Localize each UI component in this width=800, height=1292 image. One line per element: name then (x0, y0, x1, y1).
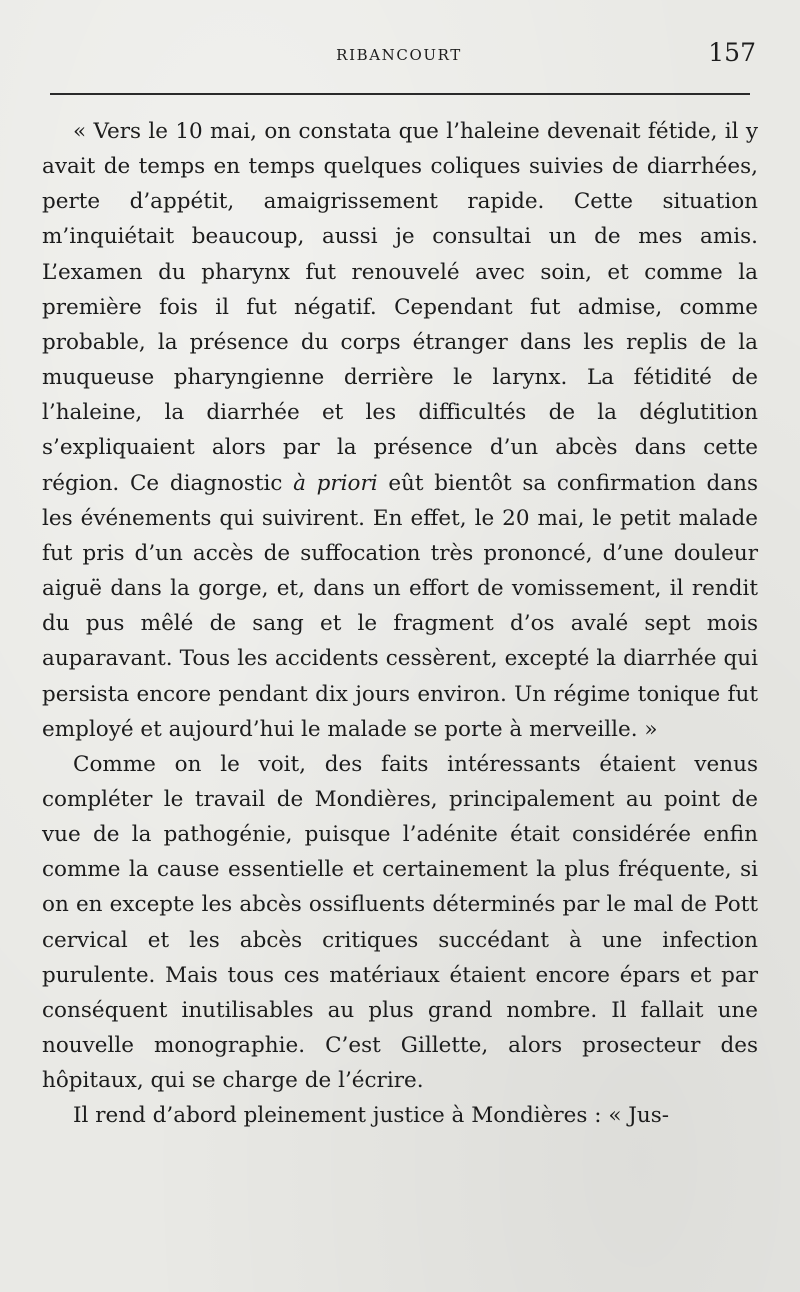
paragraph-1-text-b: eût bientôt sa confirmation dans les événements qui suivirent. En effet, le 20 mai, le petit malade fut pris d’un accès de suffocation très prononcé, d’une douleur aiguë dans la gorge, et, dans un effort de vomissement, il rendit du pus mêlé de sang et le fragment d’os avalé sept mois auparavant. Tous les accidents cessèrent, excepté la diarrhée qui persista encore pendant dix jours environ. Un régime tonique fut employé et aujourd’hui le malade se porte à merveille. » (42, 470, 759, 742)
page-number: 157 (708, 38, 756, 67)
body-text (42, 114, 758, 1134)
paragraph-1-text-a: « Vers le 10 mai, on constata que l’haleine devenait fétide, il y avait de temps en temps quelques coliques suivies de diarrhées, perte d’appétit, amaigrissement rapide. Cette situation m’inquiétait beaucoup, aussi je consultai un de mes amis. L’examen du pharynx fut renouvelé avec soin, et comme la première fois il fut négatif. Cependant fut admise, comme probable, la présence du corps étranger dans les replis de la muqueuse pharyngienne derrière le larynx. La fétidité de l’haleine, la diarrhée et les difficultés de la déglutition s’expliquaient alors par la présence d’un abcès dans cette région. Ce diagnostic (42, 119, 758, 496)
header-rule (50, 93, 750, 95)
paragraph-1 (42, 114, 758, 747)
page-header (42, 38, 756, 72)
paragraph-2: Comme on le voit, des faits intéressants étaient venus compléter le travail de Mondières, principalement au point de vue de la pathogénie, puisque l’adénite était considérée enfin comme la cause essentielle et certainement la plus fréquente, si on en excepte les abcès ossifluents déterminés par le mal de Pott cervical et les abcès critiques succédant à une infection purulente. Mais tous ces matériaux étaient encore épars et par conséquent inutilisables au plus grand nombre. Il fallait une nouvelle monographie. C’est Gillette, alors prosecteur des hôpitaux, qui se charge de l’écrire. (42, 751, 758, 1094)
running-head: RIBANCOURT (336, 46, 462, 64)
italic-phrase: à priori (293, 470, 378, 496)
paragraph-3: Il rend d’abord pleinement justice à Mondières : « Jus- (73, 1103, 670, 1129)
